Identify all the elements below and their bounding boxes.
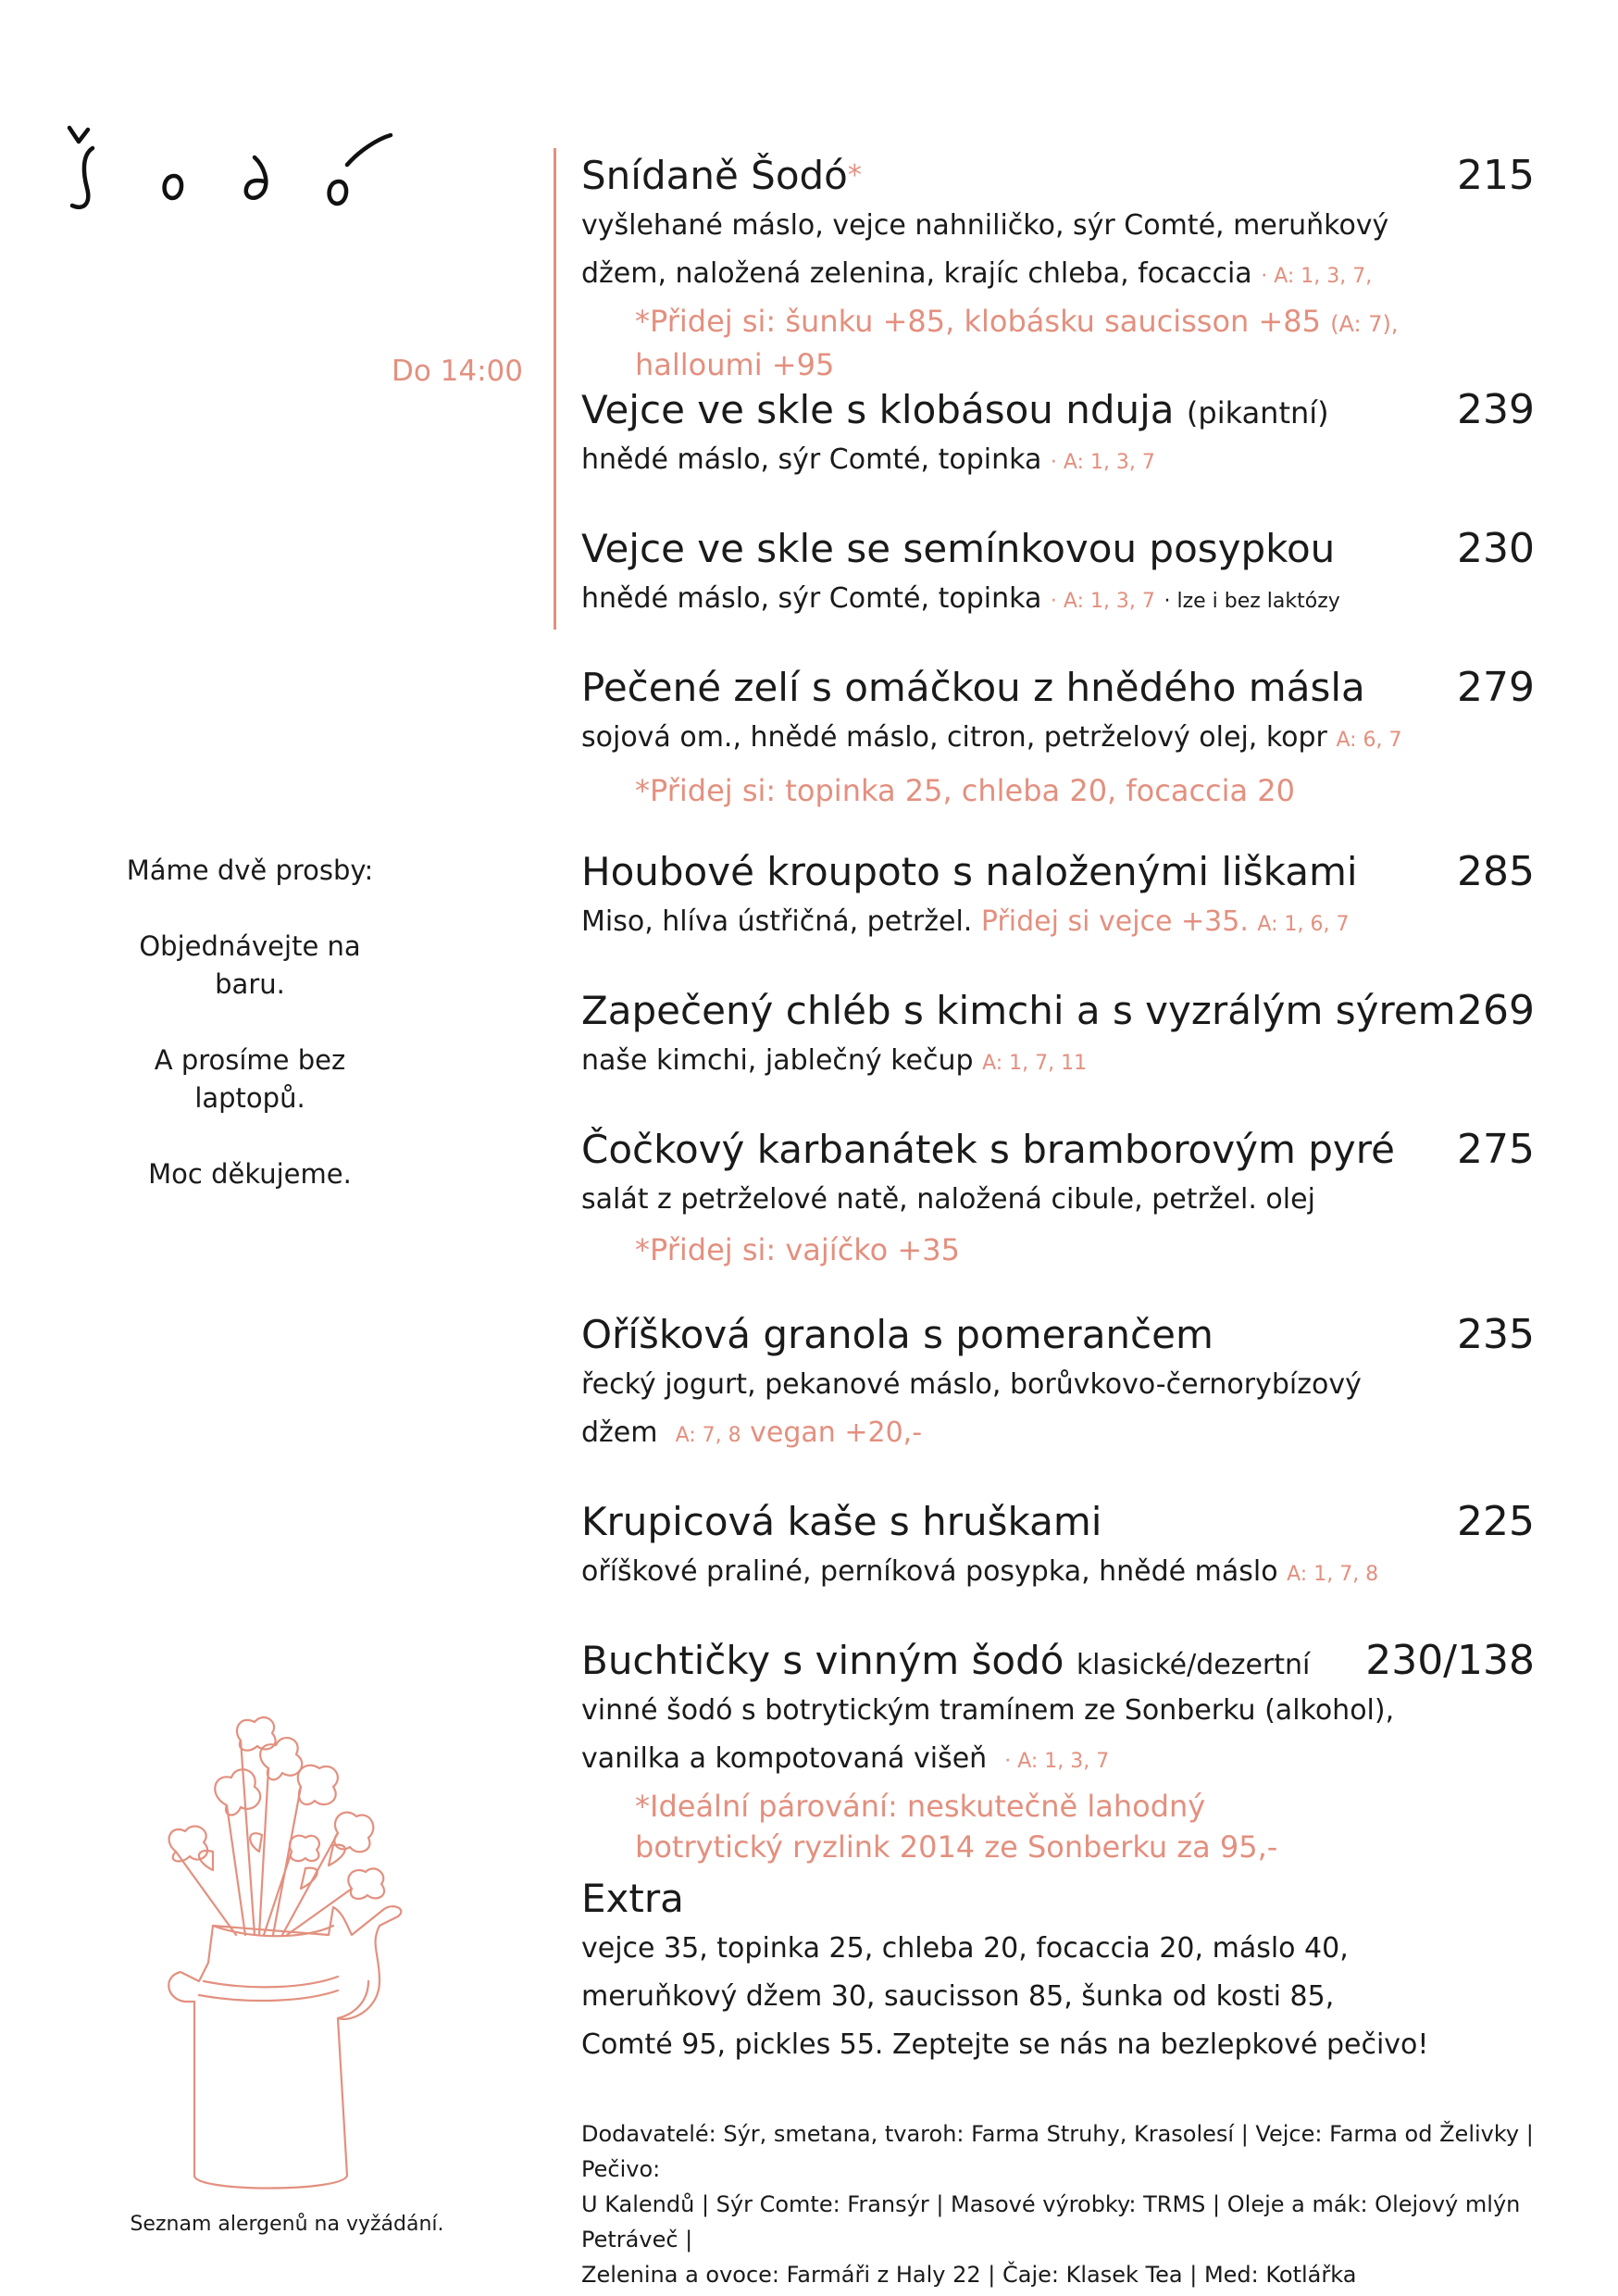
item-price: 285: [1457, 848, 1535, 895]
suppliers-line: Dodavatelé: Sýr, smetana, tvaroh: Farma Struhy, Krasolesí | Vejce: Farma od Želivky | Pečivo:: [581, 2121, 1534, 2182]
flower-vase-illustration: [74, 1657, 472, 2203]
item-title: Krupicová kaše s hruškami: [581, 1499, 1102, 1544]
item-price: 275: [1457, 1126, 1535, 1173]
side-note: [74, 852, 426, 1231]
item-description: vinné šodó s botrytickým tramínem ze Sonberku (alkohol),: [581, 1694, 1395, 1727]
suppliers-list: [581, 2116, 1535, 2292]
item-description: Miso, hlíva ústřičná, petržel. Přidej si vejce +35. A: 1, 6, 7: [581, 905, 1350, 938]
item-description: džem A: 7, 8 vegan +20,-: [581, 1416, 923, 1449]
item-title: Snídaně Šodó*: [581, 153, 862, 198]
menu-item: [581, 985, 1535, 1088]
allergen-codes: A: 6, 7: [1336, 729, 1402, 752]
item-title: Vejce ve skle s klobásou nduja (pikantní): [581, 387, 1329, 432]
side-note-line: A prosíme bez laptopů.: [154, 1044, 346, 1114]
item-price: 235: [1457, 1311, 1535, 1358]
menu-item: [581, 1496, 1535, 1599]
menu-item: [581, 384, 1535, 487]
item-price: 230/138: [1365, 1637, 1535, 1684]
allergen-codes: A: 1, 7, 11: [982, 1052, 1088, 1075]
addon-allergens: (A: 7),: [1330, 311, 1399, 337]
menu-item: [581, 150, 1535, 385]
add-egg-offer: Přidej si vejce +35.: [980, 905, 1249, 938]
allergen-codes: A: 1, 6, 7: [1257, 913, 1350, 936]
extras-line: vejce 35, topinka 25, chleba 20, focaccia 20, máslo 40,: [581, 1932, 1349, 1965]
item-title: Oříšková granola s pomerančem: [581, 1312, 1214, 1357]
allergen-codes: · A: 1, 3, 7: [1004, 1750, 1110, 1773]
lactose-note: · lze i bez laktózy: [1164, 590, 1340, 613]
item-addon: *Přidej si: vajíčko +35: [635, 1232, 960, 1267]
breakfast-time-divider: [554, 148, 556, 630]
allergen-codes: A: 1, 7, 8: [1287, 1563, 1379, 1586]
allergen-codes: · A: 1, 3, 7: [1050, 451, 1155, 474]
item-title: Pečené zelí s omáčkou z hnědého másla: [581, 665, 1365, 710]
vegan-option: vegan +20,-: [750, 1416, 923, 1449]
item-title: Čočkový karbanátek s bramborovým pyré: [581, 1127, 1395, 1172]
menu-item: [581, 1309, 1535, 1460]
title-note: (pikantní): [1186, 395, 1329, 430]
allergen-codes: · A: 1, 3, 7,: [1261, 265, 1373, 288]
time-badge: Do 14:00: [391, 355, 523, 388]
extras-line: meruňkový džem 30, saucisson 85, šunka od kosti 85,: [581, 1980, 1335, 2013]
title-star: *: [847, 159, 862, 192]
allergen-note: Seznam alergenů na vyžádání.: [130, 2213, 444, 2236]
item-title: Vejce ve skle se semínkovou posypkou: [581, 526, 1336, 571]
item-addon: *Ideální párování: neskutečně lahodný: [635, 1789, 1206, 1824]
item-description: hnědé máslo, sýr Comté, topinka · A: 1, 3, 7 · lze i bez laktózy: [581, 582, 1340, 615]
item-addon: botrytický ryzlink 2014 ze Sonberku za 95,-: [635, 1829, 1278, 1865]
item-description: sojová om., hnědé máslo, citron, petrželový olej, kopr A: 6, 7: [581, 721, 1402, 754]
suppliers-line: U Kalendů | Sýr Comte: Fransýr | Masové výrobky: TRMS | Oleje a mák: Olejový mlýn Petráveč |: [581, 2191, 1521, 2252]
item-price: 269: [1457, 987, 1535, 1034]
side-note-line: Moc děkujeme.: [148, 1158, 352, 1190]
item-description: hnědé máslo, sýr Comté, topinka · A: 1, 3, 7: [581, 443, 1155, 476]
item-description: vyšlehané máslo, vejce nahniličko, sýr Comté, meruňkový: [581, 209, 1389, 242]
item-description: řecký jogurt, pekanové máslo, borůvkovo-černorybízový: [581, 1368, 1362, 1401]
item-addon: *Přidej si: šunku +85, klobásku saucisson +85 (A: 7),: [635, 304, 1399, 339]
item-description: oříškové praliné, perníková posypka, hnědé máslo A: 1, 7, 8: [581, 1555, 1379, 1588]
item-price: 279: [1457, 664, 1535, 711]
menu-item: [581, 662, 1535, 811]
sodo-logo: [65, 109, 454, 220]
side-note-line: Objednávejte na baru.: [139, 930, 361, 1000]
menu-item: [581, 523, 1535, 626]
item-addon: *Přidej si: topinka 25, chleba 20, focaccia 20: [635, 773, 1296, 808]
item-price: 225: [1457, 1498, 1535, 1545]
item-description: džem, naložená zelenina, krajíc chleba, focaccia · A: 1, 3, 7,: [581, 257, 1373, 290]
item-price: 239: [1457, 386, 1535, 433]
item-price: 230: [1457, 525, 1535, 572]
item-description: naše kimchi, jablečný kečup A: 1, 7, 11: [581, 1044, 1088, 1077]
allergen-codes: A: 7, 8: [675, 1424, 741, 1447]
item-addon: halloumi +95: [635, 347, 835, 382]
menu-item: [581, 846, 1535, 949]
menu-item: [581, 1635, 1535, 1867]
item-description: vanilka a kompotovaná višeň · A: 1, 3, 7: [581, 1742, 1110, 1775]
extras-title: Extra: [581, 1876, 684, 1921]
menu-item: [581, 1124, 1535, 1270]
item-title: Houbové kroupoto s naloženými liškami: [581, 849, 1358, 894]
item-title: Buchtičky s vinným šodó klasické/dezertní: [581, 1638, 1311, 1683]
title-note: klasické/dezertní: [1076, 1649, 1311, 1681]
extras-line: Comté 95, pickles 55. Zeptejte se nás na bezlepkové pečivo!: [581, 2028, 1429, 2061]
item-price: 215: [1457, 152, 1535, 199]
suppliers-line: Zelenina a ovoce: Farmáři z Haly 22 | Čaje: Klasek Tea | Med: Kotlářka: [581, 2262, 1357, 2288]
extras-section: [581, 1873, 1535, 2069]
item-title: Zapečený chléb s kimchi a s vyzrálým sýrem: [581, 988, 1456, 1033]
side-note-line: Máme dvě prosby:: [126, 855, 374, 886]
allergen-codes: · A: 1, 3, 7: [1050, 590, 1155, 613]
item-description: salát z petrželové natě, naložená cibule, petržel. olej: [581, 1183, 1315, 1216]
